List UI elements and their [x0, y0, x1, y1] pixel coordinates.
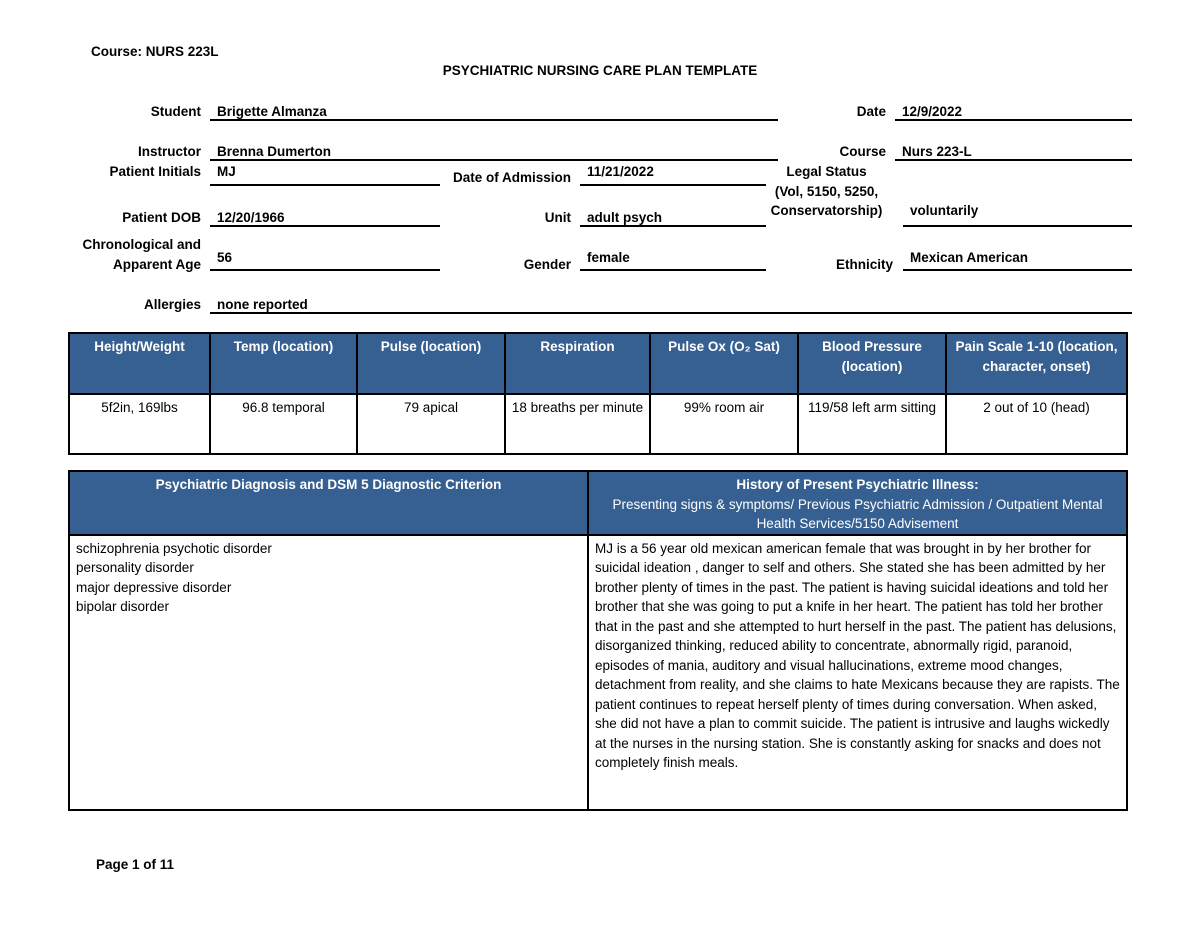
vitals-pulse: 79 apical: [357, 394, 505, 454]
vitals-blood-pressure: 119/58 left arm sitting: [798, 394, 946, 454]
course-underline: [895, 159, 1132, 161]
vitals-header-pulse-ox: Pulse Ox (O₂ Sat): [650, 333, 798, 394]
course-value: Nurs 223-L: [902, 144, 972, 159]
patient-dob-label: Patient DOB: [122, 210, 201, 225]
history-header: [588, 471, 1127, 535]
date-value: 12/9/2022: [902, 104, 963, 119]
legal-status-label-2: (Vol, 5150, 5250,: [774, 184, 879, 199]
diagnosis-body-row: [69, 535, 1127, 810]
diagnosis-item: bipolar disorder: [76, 599, 170, 614]
gender-value: female: [587, 250, 630, 265]
instructor-label: Instructor: [137, 144, 201, 159]
vitals-header-temp: Temp (location): [210, 333, 357, 394]
student-underline: [210, 119, 778, 121]
history-header-subtitle: Presenting signs & symptoms/ Previous Psychiatric Admission / Outpatient Mental Health Services/5150 Advisement: [612, 496, 1103, 531]
course-header: Course: NURS 223L: [91, 44, 219, 59]
vitals-table: [68, 332, 1128, 455]
ethnicity-label: Ethnicity: [835, 257, 893, 272]
diagnosis-item: schizophrenia psychotic disorder: [76, 540, 272, 556]
patient-initials-value: MJ: [217, 164, 236, 179]
ethnicity-value: Mexican American: [910, 250, 1029, 265]
vitals-pulse-ox: 99% room air: [650, 394, 798, 454]
vitals-header-blood-pressure: Blood Pressure (location): [798, 333, 946, 394]
legal-status-underline: [903, 225, 1132, 227]
history-text: MJ is a 56 year old mexican american female that was brought in by her brother for suicidal ideation , danger to self and others. She stated she has been admitted by her brother plenty of times in the past. The patient is having suicidal ideations and told her brother that she was going to put a knife in her heart. The patient has told her brother that in the past and she attempted to hurt herself in the past. The patient has delusions, disorganized thinking, reduced ability to concentrate, abnormally rigid, paranoid, episodes of mania, auditory and visual hallucinations, extreme mood changes, detachment from reality, and she claims to hate Mexicans because they are rapists. The patient continues to repeat herself plenty of times during conversation. When asked, she did not have a plan to commit suicide. The patient is intrusive and laughs wickedly at the nurses in the nursing station. She is constantly asking for snacks and does not completely finish meals.: [588, 535, 1127, 810]
diagnosis-list: [69, 535, 588, 810]
page-number: Page 1 of 11: [96, 857, 175, 872]
vitals-header-pulse: Pulse (location): [357, 333, 505, 394]
student-label: Student: [150, 104, 201, 119]
instructor-value: Brenna Dumerton: [217, 144, 332, 159]
student-value: Brigette Almanza: [217, 104, 327, 119]
patient-initials-label: Patient Initials: [109, 164, 201, 179]
patient-initials-underline: [210, 184, 440, 186]
vitals-header-row: [69, 333, 1127, 394]
diagnosis-header-row: [69, 471, 1127, 535]
unit-underline: [580, 225, 766, 227]
date-of-admission-underline: [580, 184, 766, 186]
history-header-title: History of Present Psychiatric Illness:: [736, 477, 979, 492]
age-underline: [210, 269, 440, 271]
allergies-label: Allergies: [143, 297, 201, 312]
allergies-value: none reported: [217, 297, 308, 312]
age-label-2: Apparent Age: [112, 257, 201, 272]
date-of-admission-label: Date of Admission: [452, 170, 571, 185]
page-title: PSYCHIATRIC NURSING CARE PLAN TEMPLATE: [442, 63, 758, 78]
vitals-header-height-weight: Height/Weight: [69, 333, 210, 394]
unit-label: Unit: [544, 210, 571, 225]
date-label: Date: [856, 104, 886, 119]
unit-value: adult psych: [587, 210, 663, 225]
allergies-underline: [210, 312, 1132, 314]
patient-dob-underline: [210, 225, 440, 227]
gender-underline: [580, 269, 766, 271]
course-label: Course: [839, 144, 886, 159]
vitals-header-pain-scale: Pain Scale 1-10 (location, character, onset): [946, 333, 1127, 394]
age-label-1: Chronological and: [82, 237, 201, 252]
date-of-admission-value: 11/21/2022: [587, 164, 654, 179]
legal-status-value: voluntarily: [910, 203, 979, 218]
vitals-temp: 96.8 temporal: [210, 394, 357, 454]
vitals-value-row: [69, 394, 1127, 454]
diagnosis-table: [68, 470, 1128, 811]
vitals-height-weight: 5f2in, 169lbs: [69, 394, 210, 454]
diagnosis-item: major depressive disorder: [76, 579, 232, 595]
vitals-pain-scale: 2 out of 10 (head): [946, 394, 1127, 454]
legal-status-label-1: Legal Status: [786, 164, 867, 179]
instructor-underline: [210, 159, 778, 161]
date-underline: [895, 119, 1132, 121]
vitals-header-respiration: Respiration: [505, 333, 650, 394]
age-value: 56: [217, 250, 233, 265]
patient-dob-value: 12/20/1966: [217, 210, 285, 225]
gender-label: Gender: [523, 257, 571, 272]
vitals-respiration: 18 breaths per minute: [505, 394, 650, 454]
diagnosis-header: Psychiatric Diagnosis and DSM 5 Diagnostic Criterion: [69, 471, 588, 535]
diagnosis-item: personality disorder: [76, 560, 194, 575]
ethnicity-underline: [903, 269, 1132, 271]
legal-status-label-3: Conservatorship): [770, 203, 883, 218]
